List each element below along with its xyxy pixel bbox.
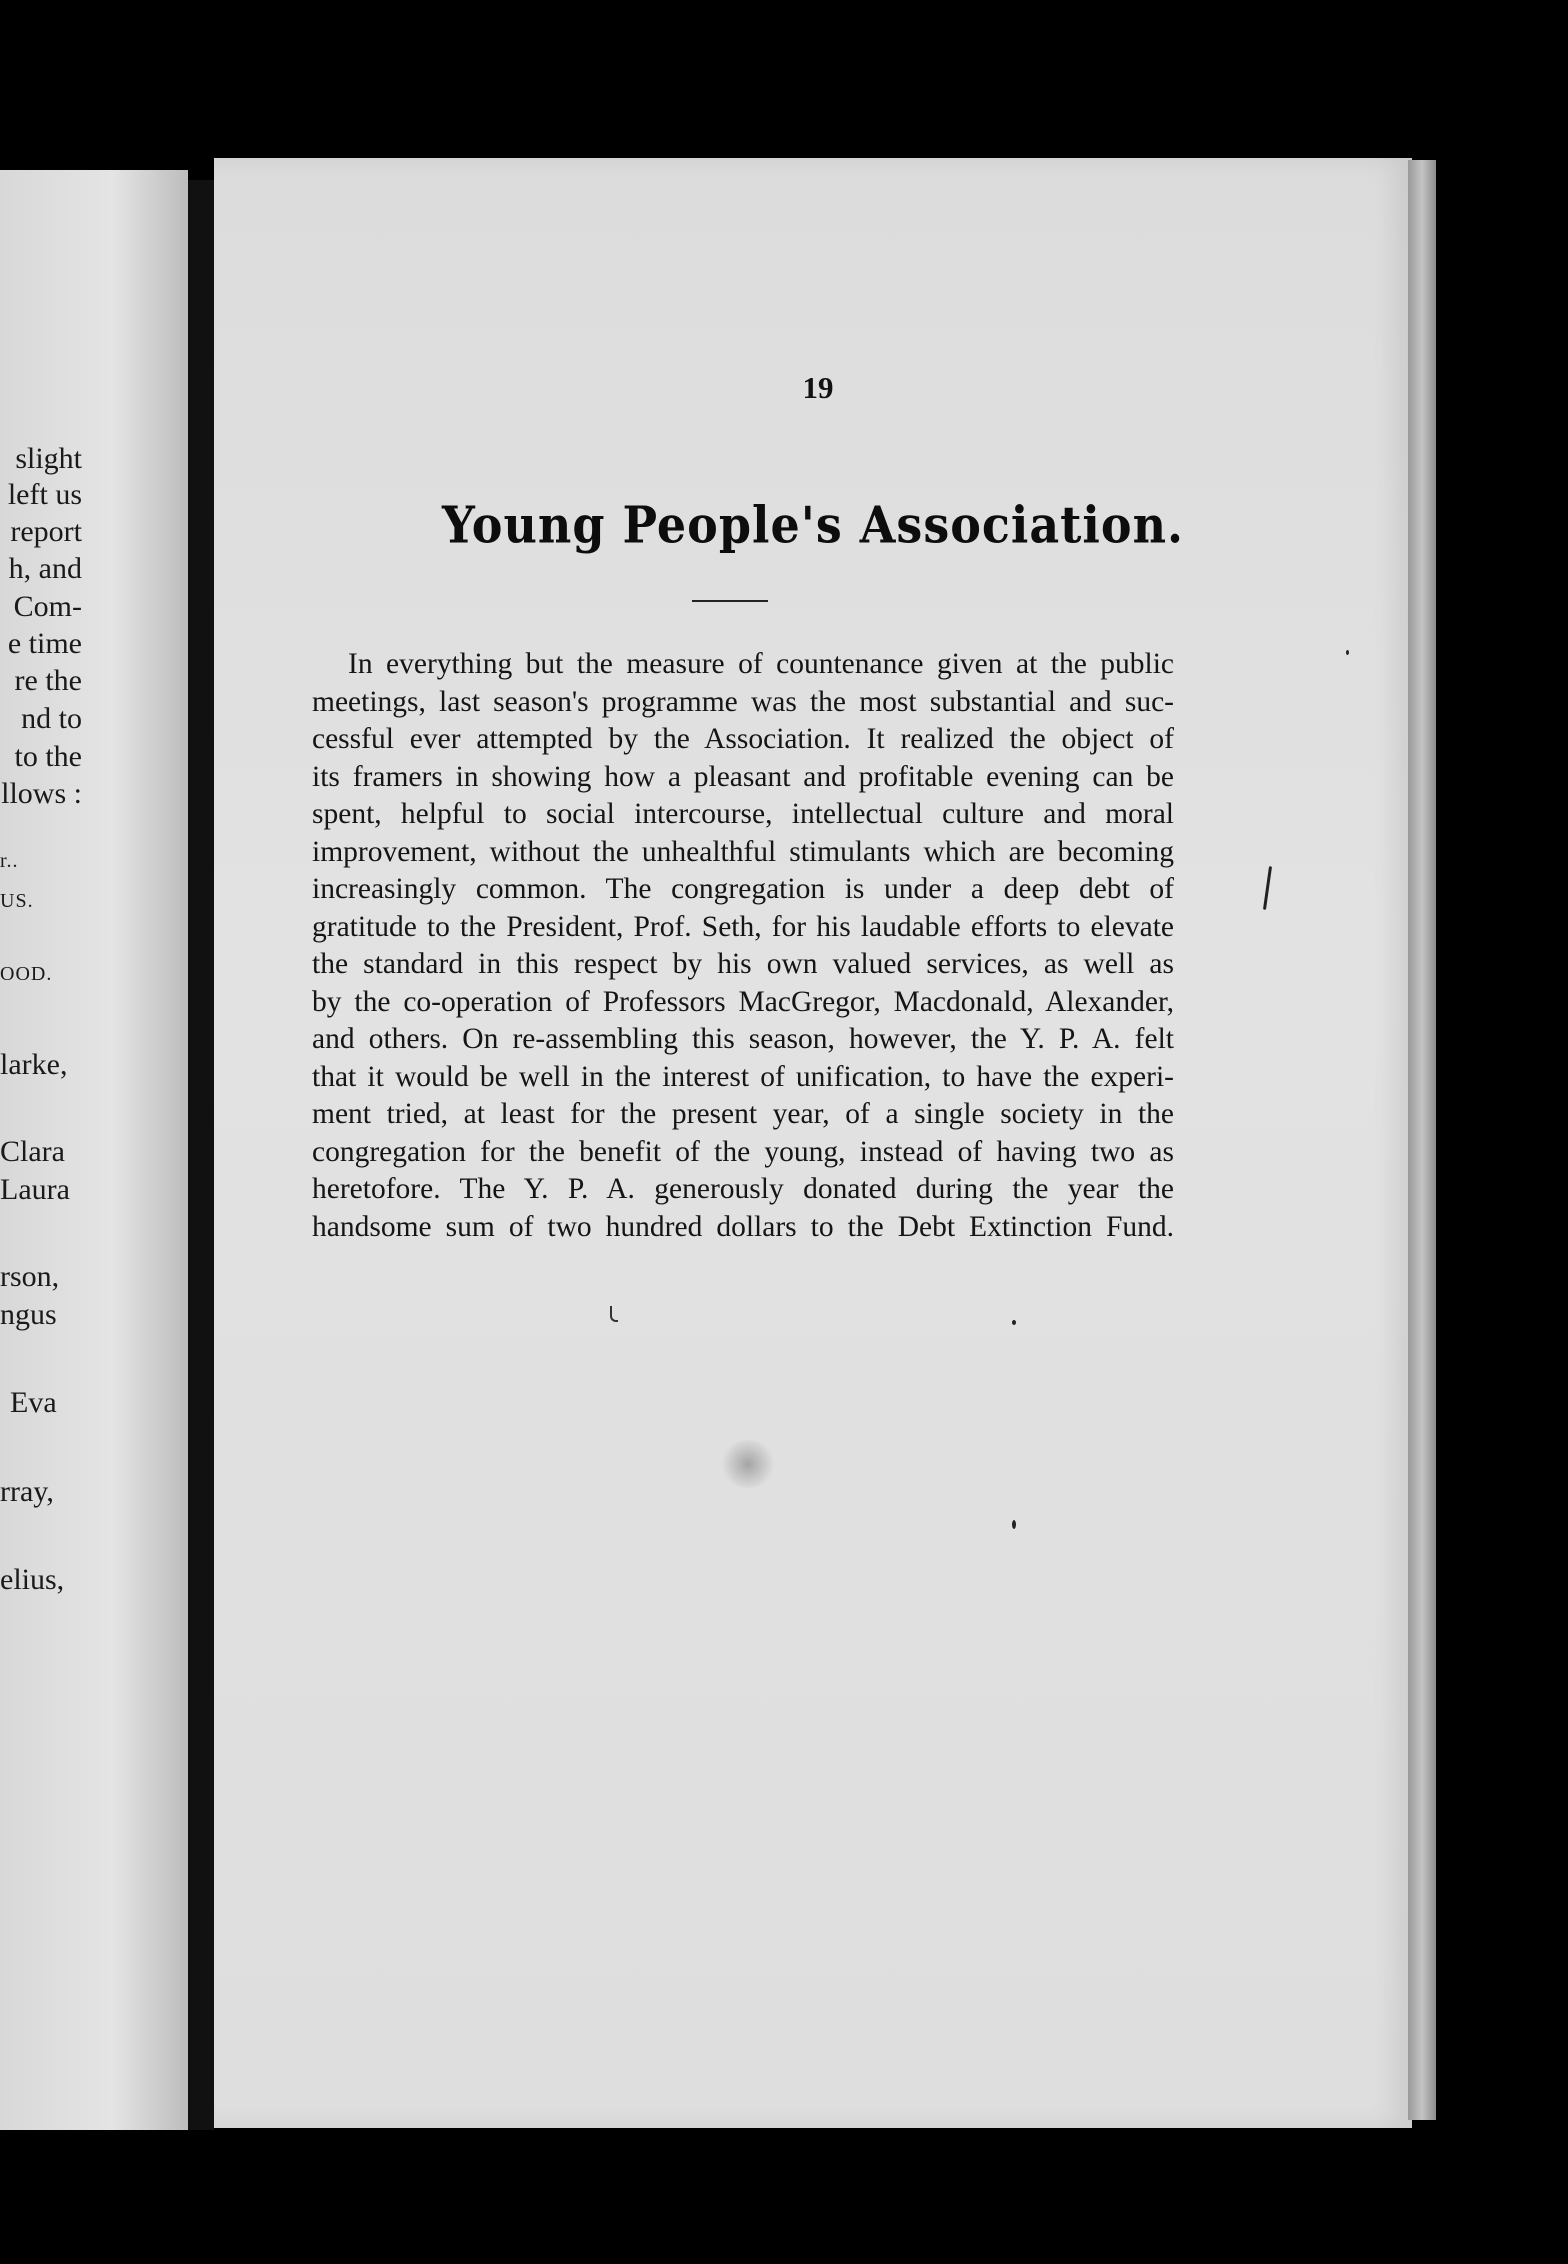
left-page-line: Laura bbox=[0, 1173, 70, 1206]
left-page-line: h, and bbox=[8, 552, 82, 585]
body-line: gratitude to the President, Prof. Seth, for his laudable efforts to elevate bbox=[312, 910, 1174, 943]
paper-speck bbox=[610, 1306, 618, 1322]
body-line: that it would be well in the interest of unification, to have the experi- bbox=[312, 1060, 1174, 1093]
left-page-line: llows : bbox=[1, 777, 82, 810]
body-line: heretofore. The Y. P. A. generously donated during the year the bbox=[312, 1173, 1174, 1205]
main-page bbox=[214, 158, 1412, 2128]
page-heading: Young People's Association. bbox=[441, 495, 1185, 555]
left-facing-page bbox=[0, 170, 188, 2130]
paper-speck bbox=[1263, 866, 1272, 910]
body-line: handsome sum of two hundred dollars to the Debt Extinction Fund. bbox=[312, 1210, 1174, 1243]
body-line: increasingly common. The congregation is under a deep debt of bbox=[312, 873, 1174, 905]
left-page-line: slight bbox=[15, 442, 82, 475]
left-page-line: Eva bbox=[10, 1386, 57, 1419]
left-page-line: larke, bbox=[0, 1048, 68, 1081]
body-line: improvement, without the unhealthful stimulants which are becoming bbox=[312, 835, 1174, 868]
left-page-line: Com- bbox=[13, 590, 82, 623]
paper-speck bbox=[1346, 650, 1349, 655]
paper-speck bbox=[1012, 1320, 1016, 1325]
left-page-line: to the bbox=[14, 740, 82, 773]
left-page-line: r.. bbox=[0, 850, 19, 872]
page-edge bbox=[1408, 160, 1436, 2120]
left-page-line: rson, bbox=[0, 1260, 60, 1293]
left-page-line: report bbox=[10, 515, 82, 548]
body-line: by the co-operation of Professors MacGregor, Macdonald, Alexander, bbox=[312, 985, 1174, 1018]
body-line: congregation for the benefit of the young, instead of having two as bbox=[312, 1135, 1174, 1168]
left-page-line: Clara bbox=[0, 1135, 65, 1168]
left-page-line: elius, bbox=[0, 1563, 65, 1596]
left-page-line: nd to bbox=[21, 702, 82, 735]
left-page-line: OOD. bbox=[0, 963, 53, 985]
heading-rule bbox=[692, 600, 768, 602]
paper-speck bbox=[1012, 1520, 1016, 1529]
body-line: cessful ever attempted by the Association. It realized the object of bbox=[312, 723, 1174, 755]
left-page-line: e time bbox=[7, 627, 82, 660]
left-page-line: re the bbox=[14, 664, 82, 697]
body-line: the standard in this respect by his own valued services, as well as bbox=[312, 948, 1174, 980]
book-gutter bbox=[188, 180, 214, 2130]
body-line: ment tried, at least for the present year, of a single society in the bbox=[312, 1098, 1174, 1130]
left-page-line: US. bbox=[0, 890, 34, 912]
page-number: 19 bbox=[802, 370, 834, 405]
left-page-line: left us bbox=[7, 478, 82, 511]
body-line: its framers in showing how a pleasant and profitable evening can be bbox=[312, 760, 1174, 793]
body-line: spent, helpful to social intercourse, intellectual culture and moral bbox=[312, 798, 1174, 830]
body-paragraph bbox=[312, 646, 1174, 1246]
body-line: meetings, last season's programme was the most substantial and suc- bbox=[312, 685, 1174, 718]
left-page-line: ngus bbox=[0, 1298, 57, 1331]
paper-smudge bbox=[719, 1440, 777, 1488]
body-line: and others. On re-assembling this season, however, the Y. P. A. felt bbox=[312, 1023, 1174, 1055]
body-line: In everything but the measure of countenance given at the public bbox=[348, 648, 1174, 680]
left-page-line: rray, bbox=[0, 1475, 54, 1508]
